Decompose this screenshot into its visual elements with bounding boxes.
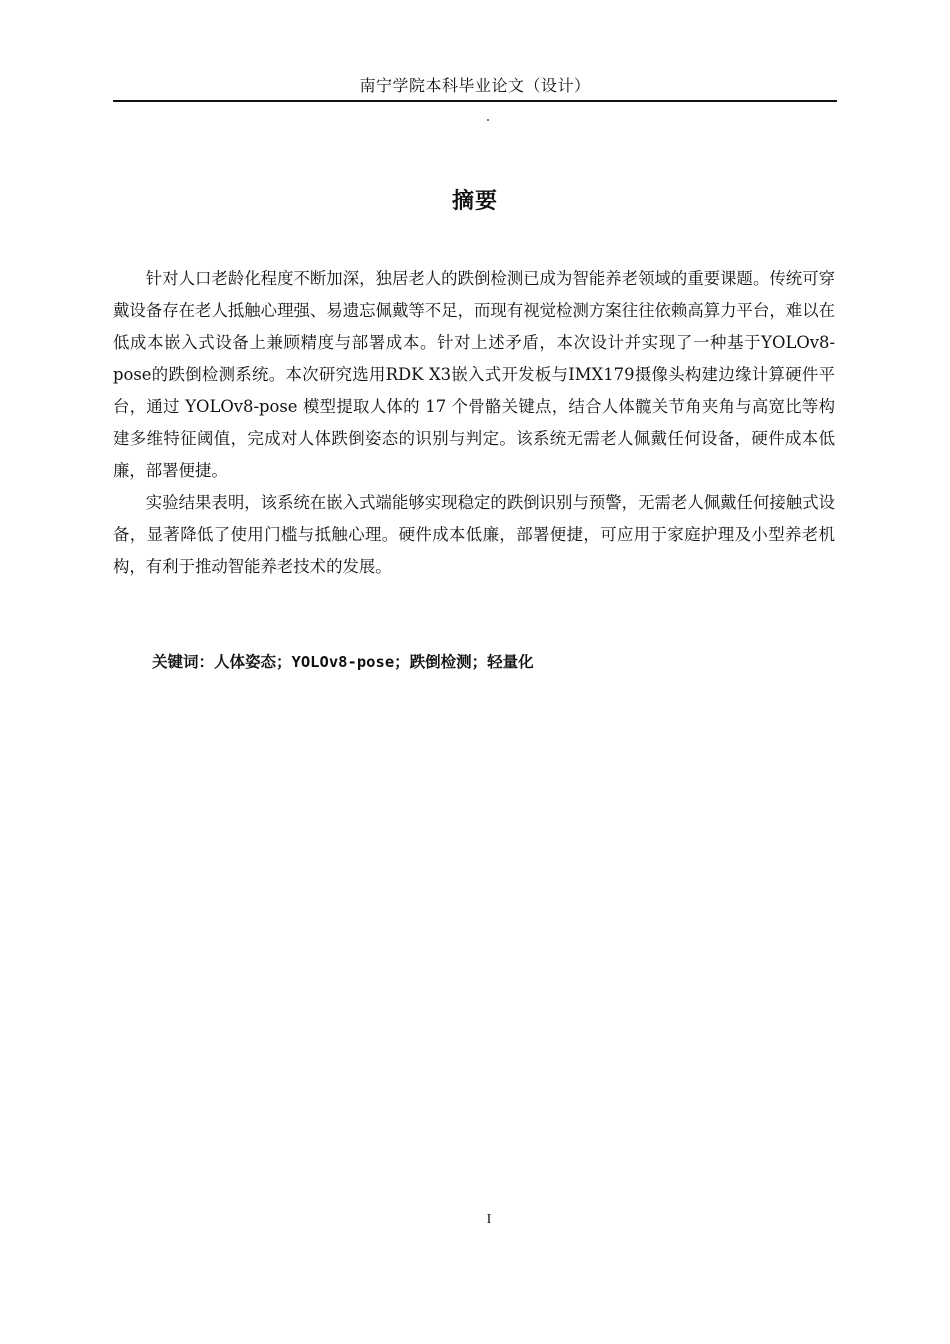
keywords-line: [152, 648, 842, 676]
keywords-text: 人体姿态；YOLOv8-pose；跌倒检测；轻量化: [214, 653, 534, 671]
abstract-title: 摘要: [451, 189, 498, 214]
keywords-label: 关键词：: [152, 653, 215, 671]
page-number: I: [486, 1212, 492, 1227]
abstract-paragraph-1: 针对人口老龄化程度不断加深，独居老人的跌倒检测已成为智能养老领域的重要课题。传统可穿戴设备存在老人抵触心理强、易遗忘佩戴等不足，而现有视觉检测方案往往依赖高算力平台，难以在低成本嵌入式设备上兼顾精度与部署成本。针对上述矛盾，本次设计并实现了一种基于YOLOv8-pose的跌倒检测系统。本次研究选用RDK X3嵌入式开发板与IMX179摄像头构建边缘计算硬件平台，通过 YOLOv8-pose 模型提取人体的 17 个骨骼关键点，结合人体髋关节角夹角与高宽比等构建多维特征阈值，完成对人体跌倒姿态的识别与判定。该系统无需老人佩戴任何设备，硬件成本低廉，部署便捷。: [113, 269, 835, 480]
running-header: 南宁学院本科毕业论文（设计）: [359, 76, 591, 95]
header-rule: [113, 100, 837, 102]
abstract-body: [113, 263, 835, 583]
header-dot: [487, 119, 489, 121]
abstract-paragraph-2: 实验结果表明，该系统在嵌入式端能够实现稳定的跌倒识别与预警，无需老人佩戴任何接触式设备，显著降低了使用门槛与抵触心理。硬件成本低廉，部署便捷，可应用于家庭护理及小型养老机构，有利于推动智能养老技术的发展。: [113, 493, 835, 576]
